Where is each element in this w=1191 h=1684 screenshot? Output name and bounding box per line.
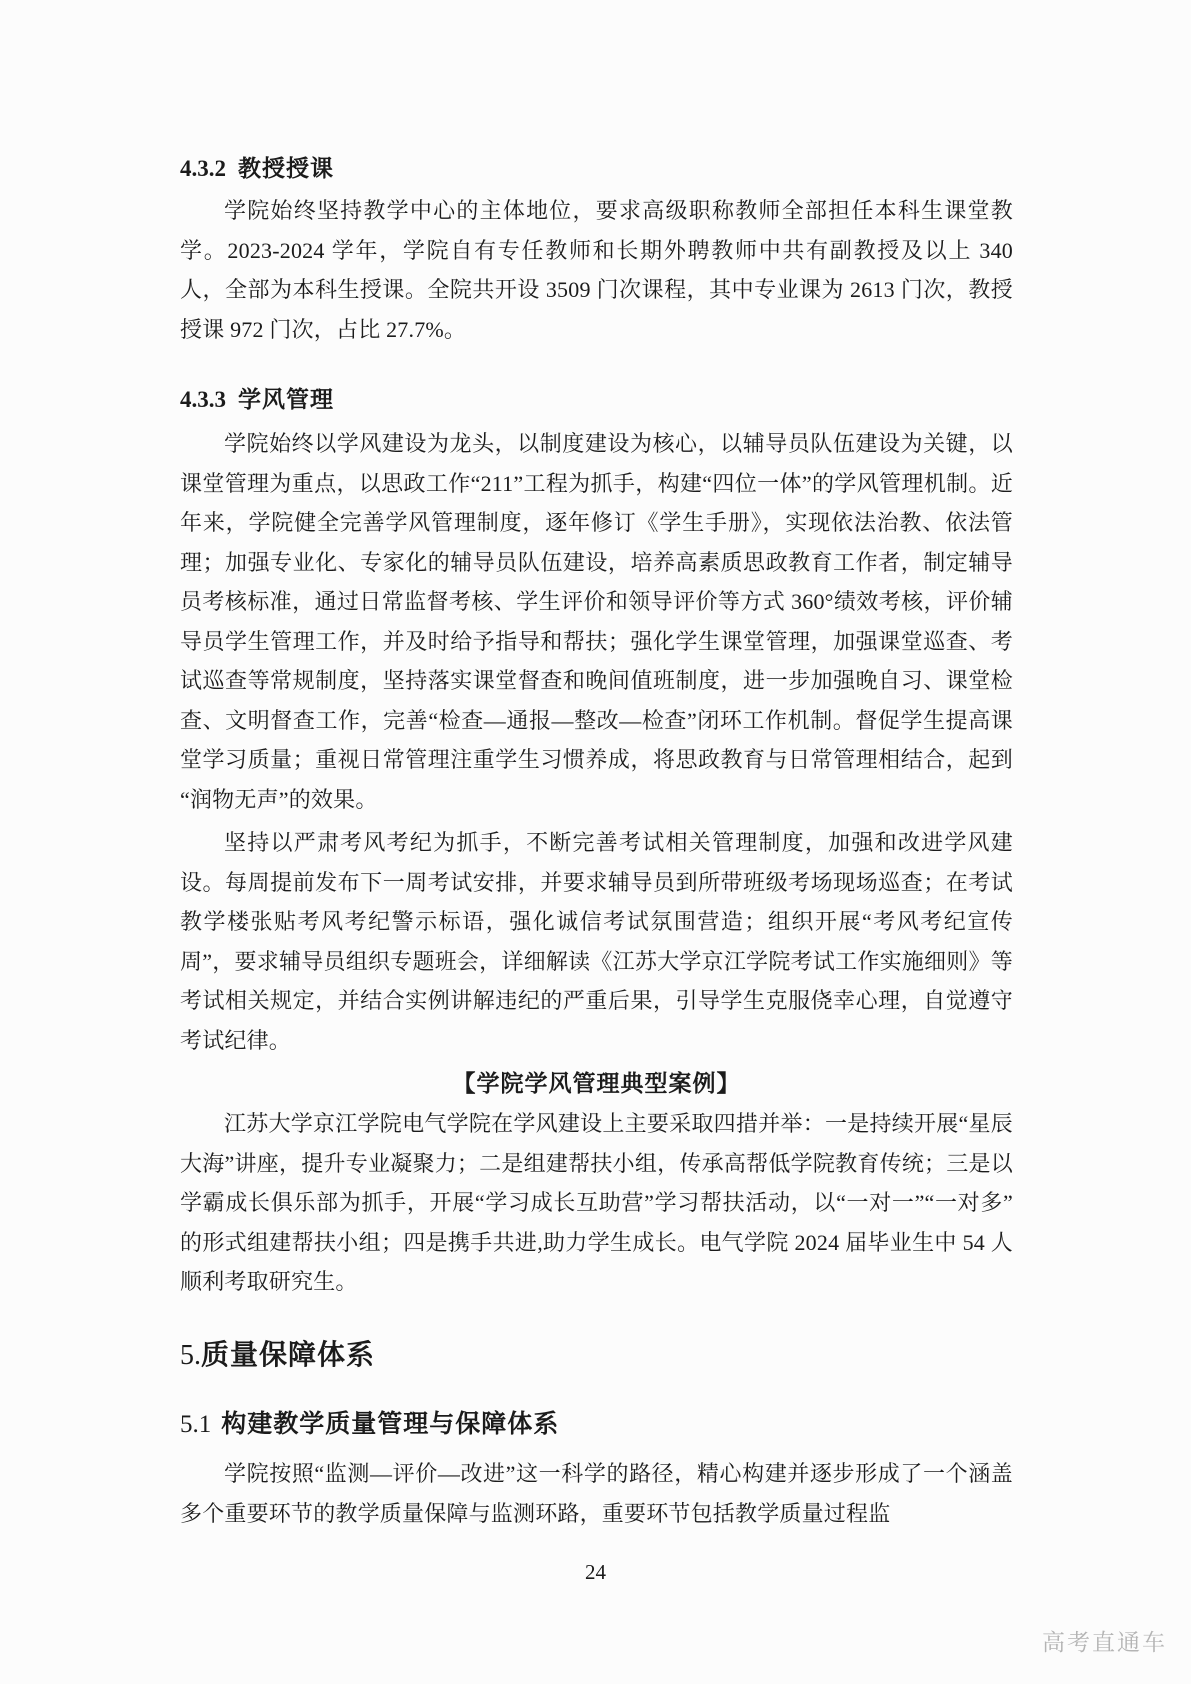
heading-5 [180,1339,1013,1372]
heading-5-1-number: 5.1 [180,1411,212,1438]
heading-4-3-2-number: 4.3.2 [180,156,226,181]
paragraph-teaching-by-professors: 学院始终坚持教学中心的主体地位，要求高级职称教师全部担任本科生课堂教学。2023-2024 学年，学院自有专任教师和长期外聘教师中共有副教授及以上 340 人，全部为本科生授课。全院共开设 3509 门次课程，其中专业课为 2613 门次，教授授课 972 门次，占比 27.7%。 [180,198,1013,342]
page-number: 24 [585,1560,606,1584]
heading-4-3-2 [180,155,1013,182]
heading-5-number: 5. [180,1340,201,1371]
heading-4-3-3-number: 4.3.3 [180,387,226,412]
paragraph-case-study: 江苏大学京江学院电气学院在学风建设上主要采取四措并举：一是持续开展“星辰大海”讲座，提升专业凝聚力；二是组建帮扶小组，传承高帮低学院教育传统；三是以学霸成长俱乐部为抓手，开展“学习成长互助营”学习帮扶活动，以“一对一”“一对多”的形式组建帮扶小组；四是携手共进,助力学生成长。电气学院 2024 届毕业生中 54 人顺利考取研究生。 [180,1111,1013,1294]
paragraph-study-style-2: 坚持以严肃考风考纪为抓手，不断完善考试相关管理制度，加强和改进学风建设。每周提前发布下一周考试安排，并要求辅导员到所带班级考场现场巡查；在考试教学楼张贴考风考纪警示标语，强化诚信考试氛围营造；组织开展“考风考纪宣传周”，要求辅导员组织专题班会，详细解读《江苏大学京江学院考试工作实施细则》等考试相关规定，并结合实例讲解违纪的严重后果，引导学生克服侥幸心理，自觉遵守考试纪律。 [180,830,1013,1053]
heading-4-3-3-title: 学风管理 [238,386,334,412]
heading-4-3-3 [180,386,1013,413]
case-study-title: 【学院学风管理典型案例】 [452,1070,741,1096]
paragraph-quality-assurance: 学院按照“监测—评价—改进”这一科学的路径，精心构建并逐步形成了一个涵盖多个重要环节的教学质量保障与监测环路，重要环节包括教学质量过程监 [180,1461,1013,1526]
heading-5-1 [180,1410,1013,1439]
heading-4-3-2-title: 教授授课 [238,155,334,181]
paragraph-study-style-1: 学院始终以学风建设为龙头，以制度建设为核心，以辅导员队伍建设为关键，以课堂管理为重点，以思政工作“211”工程为抓手，构建“四位一体”的学风管理机制。近年来，学院健全完善学风管理制度，逐年修订《学生手册》，实现依法治教、依法管理；加强专业化、专家化的辅导员队伍建设，培养高素质思政教育工作者，制定辅导员考核标准，通过日常监督考核、学生评价和领导评价等方式 360°绩效考核，评价辅导员学生管理工作，并及时给予指导和帮扶；强化学生课堂管理，加强课堂巡查、考试巡查等常规制度，坚持落实课堂督查和晚间值班制度，进一步加强晚自习、课堂检查、文明督查工作，完善“检查—通报—整改—检查”闭环工作机制。督促学生提高课堂学习质量；重视日常管理注重学生习惯养成，将思政教育与日常管理相结合，起到“润物无声”的效果。 [180,431,1013,812]
watermark-text: 高考直通车 [1042,1629,1167,1655]
heading-5-title: 质量保障体系 [201,1339,376,1370]
heading-5-1-title: 构建教学质量管理与保障体系 [221,1410,560,1438]
